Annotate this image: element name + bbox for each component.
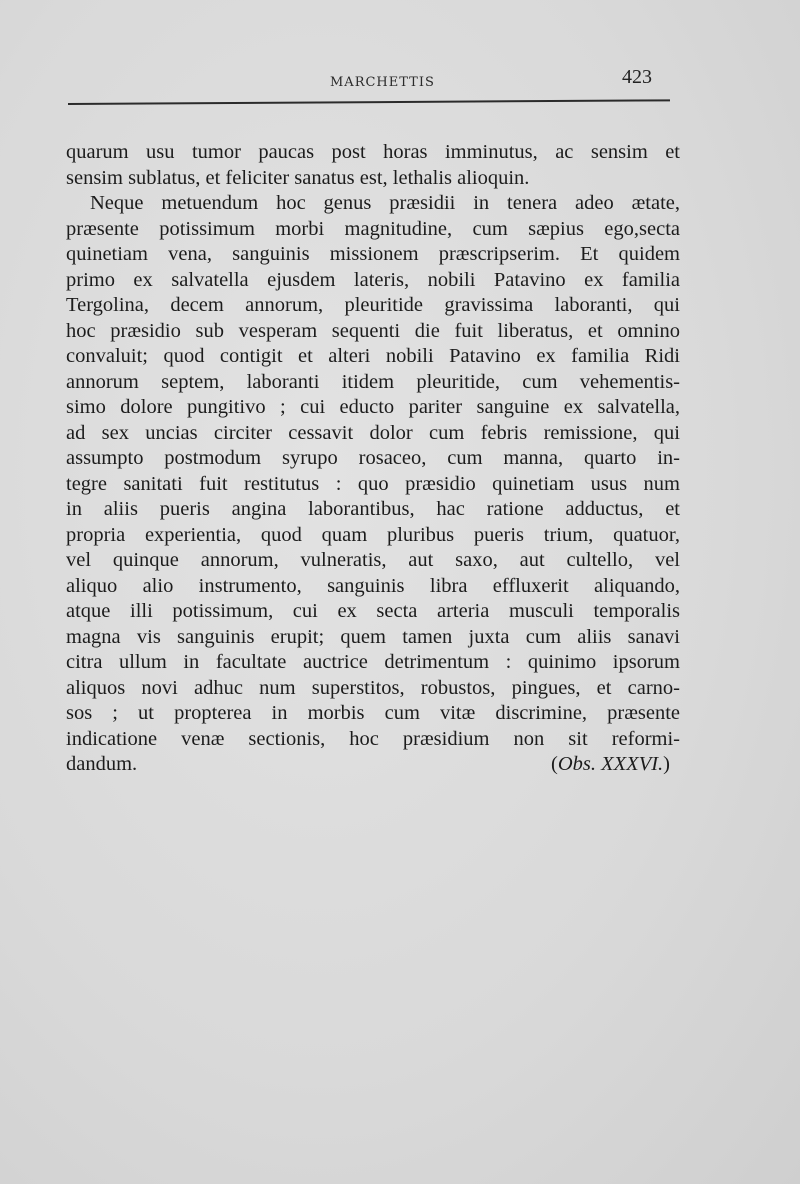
text-line: indicatione venæ sectionis, hoc præsidium non sit reformi- — [66, 727, 680, 750]
text-line: atque illi potissimum, cui ex secta arteria musculi temporalis — [66, 600, 680, 622]
text-line: tegre sanitati fuit restitutus : quo præsidio quinetiam usus num — [66, 472, 680, 495]
text-line: Neque metuendum hoc genus præsidii in tenera adeo ætate, — [90, 192, 680, 214]
text-line: vel quinque annorum, vulneratis, aut saxo, aut cultello, vel — [66, 549, 680, 571]
text-line: in aliis pueris angina laborantibus, hac ratione adductus, et — [66, 498, 680, 520]
text-line: primo ex salvatella ejusdem lateris, nobili Patavino ex familia — [66, 268, 680, 291]
page-number: 423 — [622, 66, 652, 88]
text-line: quinetiam vena, sanguinis missionem præscripserim. Et quidem — [66, 243, 680, 265]
text-line: convaluit; quod contigit et alteri nobili Patavino ex familia Ridi — [66, 345, 680, 367]
text-line: hoc præsidio sub vesperam sequenti die fuit liberatus, et omnino — [66, 319, 680, 342]
body-text — [66, 140, 680, 778]
text-line: annorum septem, laboranti itidem pleuritide, cum vehementis- — [66, 370, 680, 393]
text-line: sos ; ut propterea in morbis cum vitæ discrimine, præsente — [66, 702, 680, 724]
text-line: propria experientia, quod quam pluribus pueris trium, quatuor, — [66, 523, 680, 546]
text-line: citra ullum in facultate auctrice detrimentum : quinimo ipsorum — [66, 651, 680, 673]
text-line: simo dolore pungitivo ; cui educto pariter sanguine ex salvatella, — [66, 396, 680, 418]
text-line: assumpto postmodum syrupo rosaceo, cum manna, quarto in- — [66, 447, 680, 469]
final-line — [66, 752, 670, 778]
paragraph-2 — [66, 191, 680, 778]
observation-citation — [551, 752, 670, 778]
running-title: MARCHETTIS — [330, 75, 435, 90]
text-line: præsente potissimum morbi magnitudine, cum sæpius ego,secta — [66, 217, 680, 240]
text-line: ad sex uncias circiter cessavit dolor cum febris remissione, qui — [66, 421, 680, 444]
citation-open-paren: ( — [551, 753, 558, 775]
header-rule — [68, 99, 670, 105]
citation-text: Obs. XXXVI. — [557, 753, 664, 775]
text-line: sensim sublatus, et feliciter sanatus est, lethalis alioquin. — [66, 166, 530, 189]
text-line: magna vis sanguinis erupit; quem tamen juxta cum aliis sanavi — [66, 625, 680, 648]
citation-close-paren: ) — [663, 753, 670, 775]
text-line: aliquos novi adhuc num superstitos, robustos, pingues, et carno- — [66, 676, 680, 699]
text-line: Tergolina, decem annorum, pleuritide gravissima laboranti, qui — [66, 294, 680, 316]
text-line: quarum usu tumor paucas post horas imminutus, ac sensim et — [66, 141, 680, 163]
text-line: aliquo alio instrumento, sanguinis libra effluxerit aliquando, — [66, 574, 680, 597]
paragraph-1 — [66, 140, 680, 191]
final-word: dandum. — [66, 753, 138, 775]
